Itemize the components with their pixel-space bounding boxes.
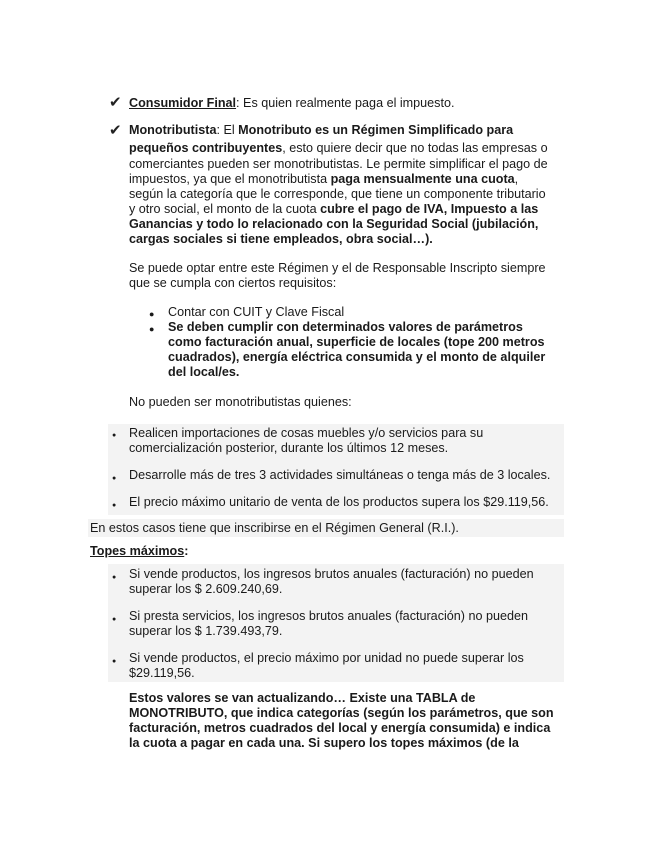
monotributista-line-7: Ganancias y todo lo relacionado con la Seguridad Social (jubilación, bbox=[129, 217, 539, 231]
checkmark-icon: ✔ bbox=[109, 93, 122, 111]
closing-line-4: la cuota a pagar en cada una. Si supero los topes máximos (de la bbox=[129, 736, 519, 750]
exclusion-actividades: Desarrolle más de tres 3 actividades simultáneas o tenga más de 3 locales. bbox=[129, 468, 551, 482]
monotributista-line-4 bbox=[129, 172, 569, 187]
topes-title-text: Topes máximos bbox=[90, 544, 185, 558]
bullet-icon: ● bbox=[112, 574, 117, 581]
requisito-parametros-line-1: Se deben cumplir con determinados valores de parámetros bbox=[168, 320, 523, 334]
no-pueden-heading: No pueden ser monotributistas quienes: bbox=[129, 395, 352, 409]
tope-productos-line-2: superar los $ 2.609.240,69. bbox=[129, 582, 283, 596]
consumidor-final-item bbox=[129, 96, 569, 111]
requisito-cuit: Contar con CUIT y Clave Fiscal bbox=[168, 305, 345, 319]
closing-line-2: MONOTRIBUTO, que indica categorías (según los parámetros, que son bbox=[129, 706, 554, 720]
requisito-parametros-line-2: como facturación anual, superficie de locales (tope 200 metros bbox=[168, 335, 545, 349]
closing-line-1: Estos valores se van actualizando… Existe una TABLA de bbox=[129, 691, 476, 705]
bold-segment: pequeños contribuyentes bbox=[129, 141, 283, 155]
bold-segment: Monotributo es un Régimen Simplificado para bbox=[238, 123, 514, 137]
monotributista-line-3: comerciantes pueden ser monotributistas. Le permite simplificar el pago de bbox=[129, 157, 548, 171]
term-monotributista: Monotributista bbox=[129, 123, 217, 137]
bullet-icon: ● bbox=[112, 475, 117, 482]
bullet-icon: ● bbox=[112, 616, 117, 623]
tope-servicios-line-1: Si presta servicios, los ingresos brutos anuales (facturación) no pueden bbox=[129, 609, 529, 623]
consumidor-final-text: : Es quien realmente paga el impuesto. bbox=[236, 96, 455, 110]
tope-precio-line-1: Si vende productos, el precio máximo por unidad no puede superar los bbox=[129, 651, 524, 665]
monotributista-line-2 bbox=[129, 141, 569, 156]
bullet-icon: ● bbox=[149, 309, 155, 319]
tope-precio-line-2: $29.119,56. bbox=[129, 666, 195, 680]
regimen-general-text: En estos casos tiene que inscribirse en el Régimen General (R.I.). bbox=[90, 521, 459, 535]
text-segment: y otro social, el monto de la cuota bbox=[129, 202, 321, 216]
requisito-parametros-line-4: del local/es. bbox=[168, 365, 240, 379]
closing-line-3: facturación, metros cuadrados del local y energía consumida) e indica bbox=[129, 721, 551, 735]
exclusion-precio: El precio máximo unitario de venta de los productos supera los $29.119,56. bbox=[129, 495, 549, 509]
option-text-line-2: que se cumpla con ciertos requisitos: bbox=[129, 276, 337, 290]
monotributista-line-8: cargas sociales si tiene empleados, obra social…). bbox=[129, 232, 433, 246]
topes-title-colon: : bbox=[184, 544, 189, 558]
monotributista-line-5: según la categoría que le corresponde, que tiene un componente tributario bbox=[129, 187, 546, 201]
bold-segment: cubre el pago de IVA, Impuesto a las bbox=[320, 202, 539, 216]
checkmark-icon: ✔ bbox=[109, 121, 122, 139]
topes-maximos-title bbox=[90, 544, 290, 559]
tope-productos-line-1: Si vende productos, los ingresos brutos anuales (facturación) no pueden bbox=[129, 567, 534, 581]
bullet-icon: ● bbox=[112, 502, 117, 509]
bullet-icon: ● bbox=[112, 658, 117, 665]
exclusion-importaciones-line-1: Realicen importaciones de cosas muebles y/o servicios para su bbox=[129, 426, 484, 440]
exclusion-importaciones-line-2: comercialización posterior, durante los últimos 12 meses. bbox=[129, 441, 449, 455]
requisito-parametros-line-3: cuadrados), energía eléctrica consumida y el monto de alquiler bbox=[168, 350, 546, 364]
monotributista-line-6 bbox=[129, 202, 569, 217]
text-segment: , esto quiere decir que no todas las empresas o bbox=[282, 141, 548, 155]
text-segment: : El bbox=[216, 123, 239, 137]
tope-servicios-line-2: superar los $ 1.739.493,79. bbox=[129, 624, 283, 638]
text-segment: impuestos, ya que el monotributista bbox=[129, 172, 331, 186]
monotributista-line-1 bbox=[129, 123, 569, 138]
text-segment: , bbox=[514, 172, 519, 186]
bold-segment: paga mensualmente una cuota bbox=[330, 172, 515, 186]
term-consumidor-final: Consumidor Final bbox=[129, 96, 237, 110]
option-text-line-1: Se puede optar entre este Régimen y el de Responsable Inscripto siempre bbox=[129, 261, 546, 275]
bullet-icon: ● bbox=[149, 324, 155, 334]
bullet-icon: ● bbox=[112, 432, 117, 439]
